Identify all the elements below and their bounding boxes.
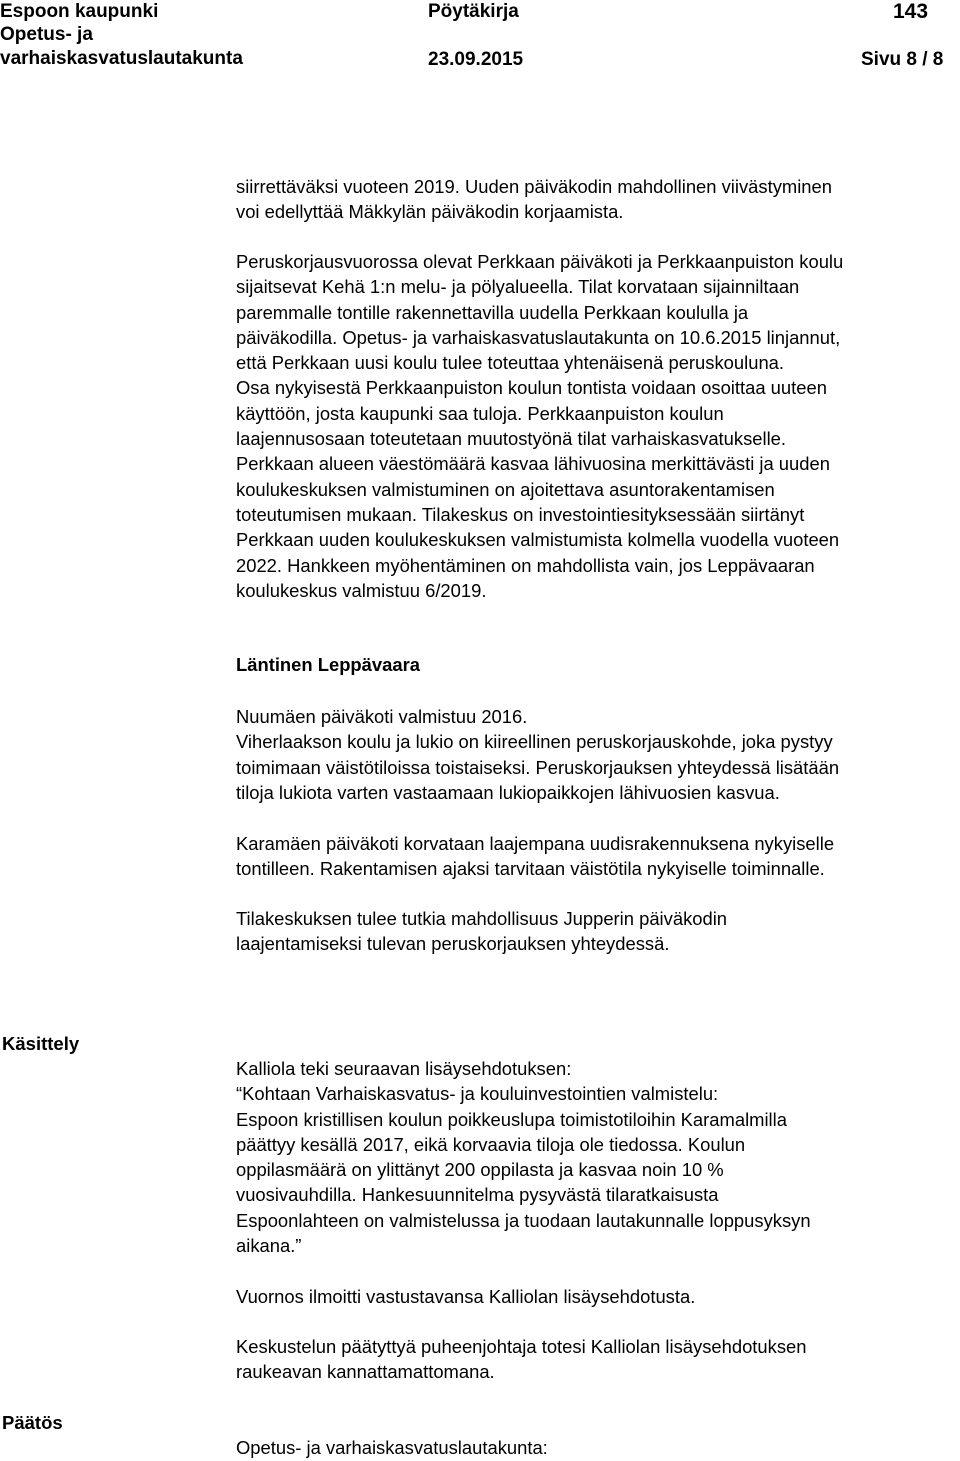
text-line: Peruskorjausvuorossa olevat Perkkaan päiväkoti ja Perkkaanpuiston koulu bbox=[236, 251, 844, 272]
text-line: Viherlaakson koulu ja lukio on kiireellinen peruskorjauskohde, joka pystyy bbox=[236, 731, 833, 753]
text-line: oppilasmäärä on ylittänyt 200 oppilasta ja kasvaa noin 10 % bbox=[236, 1159, 724, 1181]
text-line: Perkkaan uuden koulukeskuksen valmistumista kolmella vuodella vuoteen bbox=[236, 529, 840, 551]
kasittely-label: Käsittely bbox=[2, 1033, 80, 1054]
header-page: Sivu 8 / 8 bbox=[861, 49, 944, 70]
text-line: Espoon kristillisen koulun poikkeuslupa toimistotiloihin Karamalmilla bbox=[236, 1108, 787, 1130]
text-line: toteutumisen mukaan. Tilakeskus on investointiesityksessään siirtänyt bbox=[236, 503, 805, 525]
header-body-line1: Opetus- ja bbox=[0, 24, 93, 45]
text-line: Tilakeskuksen tulee tutkia mahdollisuus Jupperin päiväkodin bbox=[236, 908, 728, 929]
text-line: laajentamiseksi tulevan peruskorjauksen yhteydessä. bbox=[236, 933, 670, 955]
text-line: siirrettäväksi vuoteen 2019. Uuden päiväkodin mahdollinen viivästyminen bbox=[236, 176, 832, 197]
text-line: sijaitsevat Kehä 1:n melu- ja pölyalueella. Tilat korvataan sijainniltaan bbox=[236, 276, 800, 298]
text-line: Keskustelun päätyttyä puheenjohtaja totesi Kalliolan lisäysehdotuksen bbox=[236, 1336, 807, 1357]
paatos-line: Opetus- ja varhaiskasvatuslautakunta: bbox=[236, 1437, 548, 1458]
text-line: Nuumäen päiväkoti valmistuu 2016. bbox=[236, 706, 528, 727]
kasittely-paragraph-1 bbox=[236, 1056, 958, 1258]
text-line: 2022. Hankkeen myöhentäminen on mahdollista vain, jos Leppävaaran bbox=[236, 554, 815, 576]
header-date: 23.09.2015 bbox=[428, 49, 524, 70]
text-line: että Perkkaan uusi koulu tulee toteuttaa yhtenäisenä peruskouluna. bbox=[236, 352, 785, 374]
header-body-line2: varhaiskasvatuslautakunta bbox=[0, 48, 243, 69]
text-line: voi edellyttää Mäkkylän päiväkodin korjaamista. bbox=[236, 201, 624, 223]
text-line: koulukeskuksen valmistuminen on ajoitettava asuntorakentamisen bbox=[236, 478, 775, 500]
text-line: tiloja lukiota varten vastaamaan lukiopaikkojen lähivuosien kasvua. bbox=[236, 781, 780, 803]
header-doc-type: Pöytäkirja bbox=[428, 1, 519, 22]
text-line: päiväkodilla. Opetus- ja varhaiskasvatuslautakunta on 10.6.2015 linjannut, bbox=[236, 326, 841, 348]
paragraph-5 bbox=[236, 906, 958, 957]
text-line: Perkkaan alueen väestömäärä kasvaa lähivuosina merkittävästi ja uuden bbox=[236, 453, 830, 475]
paragraph-4 bbox=[236, 831, 958, 882]
text-line: “Kohtaan Varhaiskasvatus- ja kouluinvestointien valmistelu: bbox=[236, 1083, 719, 1105]
header-section-number: 143 bbox=[893, 0, 929, 23]
paatos-label: Päätös bbox=[2, 1412, 63, 1433]
text-line: laajennusosaan toteutetaan muutostyönä tilat varhaiskasvatukselle. bbox=[236, 428, 787, 450]
text-line: Osa nykyisestä Perkkaanpuiston koulun tontista voidaan osoittaa uuteen bbox=[236, 377, 827, 399]
kasittely-paragraph-3 bbox=[236, 1334, 958, 1385]
text-line: Karamäen päiväkoti korvataan laajempana uudisrakennuksena nykyiselle bbox=[236, 833, 835, 854]
text-line: paremmalle tontille rakennettavilla uudella Perkkaan koululla ja bbox=[236, 301, 749, 323]
header-org: Espoon kaupunki bbox=[0, 1, 159, 22]
text-line: tontilleen. Rakentamisen ajaksi tarvitaan väistötila nykyiselle toiminnalle. bbox=[236, 858, 825, 880]
text-line: päättyy kesällä 2017, eikä korvaavia tiloja ole tiedossa. Koulun bbox=[236, 1133, 746, 1155]
text-line: toimimaan väistötiloissa toistaiseksi. Peruskorjauksen yhteydessä lisätään bbox=[236, 756, 840, 778]
text-line: raukeavan kannattamattomana. bbox=[236, 1361, 495, 1383]
text-line: koulukeskus valmistuu 6/2019. bbox=[236, 579, 487, 601]
text-line: Kalliola teki seuraavan lisäysehdotuksen: bbox=[236, 1058, 572, 1079]
text-line: aikana.” bbox=[236, 1235, 302, 1257]
text-line: vuosivauhdilla. Hankesuunnitelma pysyvästä tilaratkaisusta bbox=[236, 1184, 719, 1206]
section-heading-west: Läntinen Leppävaara bbox=[236, 654, 420, 675]
text-line: Vuornos ilmoitti vastustavansa Kalliolan lisäysehdotusta. bbox=[236, 1286, 696, 1307]
text-line: Espoonlahteen on valmistelussa ja tuodaan lautakunnalle loppusyksyn bbox=[236, 1209, 811, 1231]
paragraph-2 bbox=[236, 249, 958, 603]
text-line: käyttöön, josta kaupunki saa tuloja. Perkkaanpuiston koulun bbox=[236, 402, 724, 424]
paragraph-3 bbox=[236, 704, 958, 805]
paragraph-1 bbox=[236, 174, 958, 225]
kasittely-paragraph-2 bbox=[236, 1284, 958, 1309]
